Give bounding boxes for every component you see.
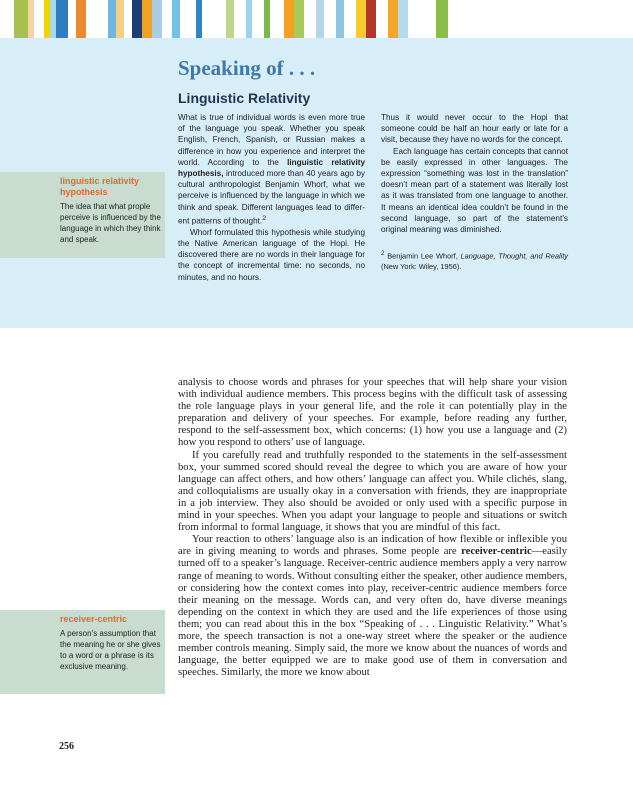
stripe [436,0,448,38]
feature-box-paragraph: What is true of individual words is even more true of the language you speak. Whether you speak English, French, Spanish, or Russian makes a difference in how you experience and interpret the world. According to the linguistic relativity hypothesis, introduced more than 40 years ago by cultural anthropologist Benjamin Whorf, what we perceive is influenced by the language in which we think and speak. Different languages lead to different patterns of thought.$^2$ [178,113,365,226]
feature-box-columns [178,112,568,283]
stripe [116,0,124,38]
glossary-term: linguistic relativity hypothesis [60,176,140,197]
stripe [162,0,172,38]
stripe [448,0,460,38]
stripe [180,0,196,38]
decorative-stripe-bar [0,0,633,38]
glossary-note-linguistic-relativity [0,172,165,258]
stripe [142,0,152,38]
stripe [96,0,108,38]
stripe [356,0,366,38]
glossary-note-receiver-centric [0,610,165,694]
stripe [14,0,28,38]
stripe [202,0,212,38]
body-paragraph: Your reaction to others’ language also is an indication of how flexible or inflexible you are in giving meaning to words and phrases. Some people are receiver-centric—easily turned off to a speaker’s language. Receiver-centric audience members apply a very narrow range of meaning to words. Without consulting either the speaker, other audience members, or considering how the context comes into play, receiver-centric audience members force their meaning on the message. Words can, and very often do, have diverse meanings depending on the context in which they are used and the life experiences of those using them; you can read about this in the box “Speaking of . . . Linguistic Relativity.” What’s more, the speech transaction is not a one-way street where the speaker or the audience member controls meaning. Simply said, the more we know about the nuances of words and language, the better equipped we are to make good use of them in conversation and speeches. Similarly, the more we know about [178,534,567,679]
feature-box-column-left [178,112,365,283]
stripe [398,0,408,38]
stripe [304,0,316,38]
stripe [284,0,294,38]
stripe [124,0,132,38]
body-paragraph: If you carefully read and truthfully responded to the statements in the self-assessment box, your summed scored should reveal the degree to which you are aware of how your language can affect others, and how others’ language can affect you. While clichés, slang, and colloquialisms are usually okay in a conversation with friends, they are inappropriate in a job interview. They also should be avoided or only used with a specific purpose in mind in your speeches. When you adapt your language to people and situations or switch from informal to formal language, it shows that you are mindful of this fact. [178,449,567,534]
stripe [422,0,436,38]
stripe [408,0,422,38]
feature-box-paragraph: Whorf formulated this hypothesis while studying the Native American language of the Hopi. He discovered there are no words in their language for the concept of incremental time: no seconds, no minutes, and no hours. [178,227,365,282]
glossary-definition: The idea that what prople perceive is influenced by the language in which they think and speak. [60,202,161,244]
stripe [316,0,324,38]
feature-box-paragraph: Thus it would never occur to the Hopi that someone could be half an hour early or late for a visit, because they have no words for the concept. [381,113,568,145]
footnote: $^2$ Benjamin Lee Whorf, Language, Thought, and Reality (New York: Wiley, 1956). [381,250,568,271]
stripe [234,0,246,38]
stripe [34,0,44,38]
stripe [108,0,116,38]
footnote-marker: 2 [262,214,267,222]
stripe [132,0,142,38]
stripe [212,0,226,38]
feature-box-title: Speaking of . . . [178,56,316,80]
stripe [366,0,376,38]
stripe [460,0,478,38]
page-number: 256 [59,741,74,752]
stripe [270,0,284,38]
stripe [344,0,356,38]
stripe [172,0,180,38]
stripe [56,0,68,38]
feature-box-subtitle: Linguistic Relativity [178,90,311,106]
body-text [178,377,567,679]
body-paragraph: analysis to choose words and phrases for your speeches that will help share your vision with individual audience members. This process begins with the difficult task of assessing the role language plays in your general life, and the role it can potentially play in the preparation and delivery of your speeches. For example, before reading any further, respond to the self-assessment box, which concerns: (1) how you use a language and (2) how you respond to others’ use of language. [178,377,567,449]
stripe [68,0,76,38]
stripe [86,0,96,38]
stripe [388,0,398,38]
key-term: receiver-centric [461,546,532,558]
feature-box-paragraph: Each language has certain concepts that cannot be easily expressed in other languages. The expression “something was lost in the translation” doesn’t mean part of a statement was literally lost as it was translated from one language to another. It means an identical idea couldn’t be found in the second language, so part of the statement’s original meaning was diminished. [381,146,568,235]
glossary-definition: A person’s assumption that the meaning he or she gives to a word or a phrase is its exclusive meaning. [60,629,161,671]
stripe [324,0,336,38]
stripe [376,0,388,38]
stripe [226,0,234,38]
stripe [0,0,14,38]
stripe [252,0,264,38]
stripe [76,0,86,38]
footnote-book-title: Language, Thought, and Reality [460,251,568,261]
feature-box-column-right [381,112,568,283]
stripe [152,0,162,38]
key-term: linguistic relativity hypothesis, [178,157,365,179]
stripe [294,0,304,38]
glossary-term: receiver-centric [60,614,128,624]
stripe [336,0,344,38]
